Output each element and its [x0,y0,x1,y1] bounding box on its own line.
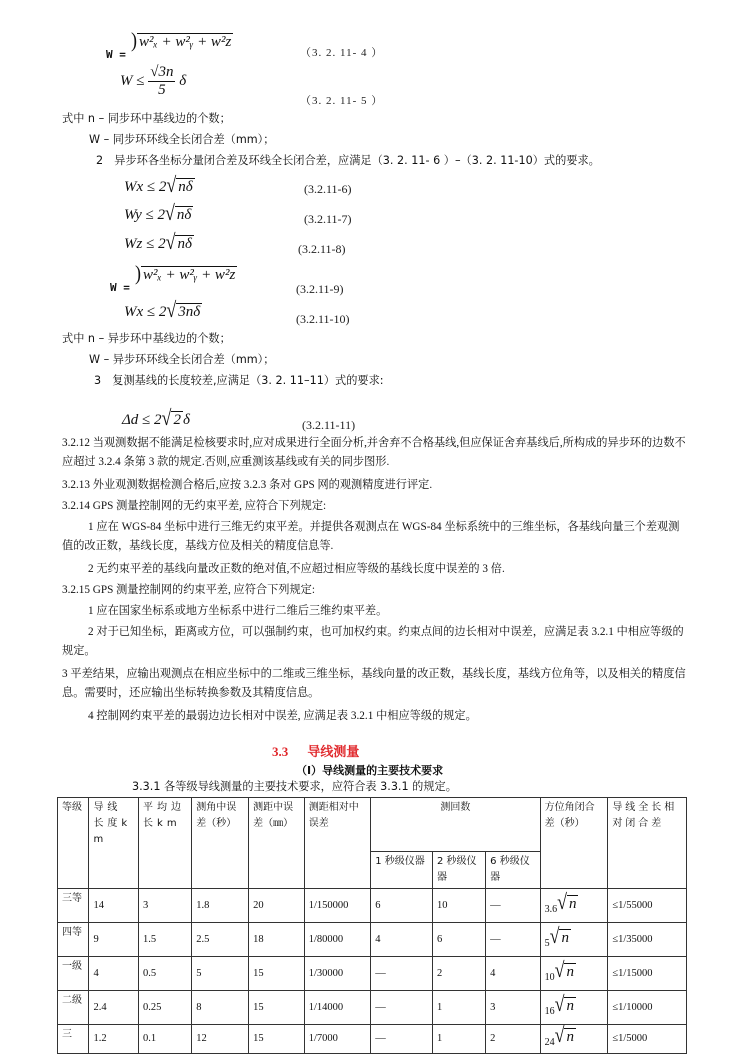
section-heading [272,741,359,760]
clause-3-2-15-item-2: 2 对于已知坐标，距离或方位，可以强制约束，也可加权约束。约束点间的边长相对中误差，应满足表 3.2.1 中相应等级的规定。 [62,626,684,657]
table-row [58,991,687,1025]
sqrt-symbol: √ [161,405,172,430]
clause-3-2-12: 3.2.12 当观测数据不能满足检核要求时,应对成果进行全面分析,并舍弃不合格基线,但应保证舍弃基线后,所构成的异步环的边数不应超过 3.2.4 条第 3 款的规定.否则,应重测该基线或有关的同步图形. [62,437,686,468]
cell-angle-err: 1.8 [192,889,249,923]
cell-total-relative-closure: ≤1/35000 [608,923,687,957]
cell-avg-side: 0.25 [139,991,192,1025]
fraction-denominator: 5 [158,82,166,98]
equation-fraction [148,64,175,99]
equation-lhs: Δd ≤ 2 [122,412,162,428]
sqrt-symbol: √ [166,297,177,322]
legend-sync-n: 式中 n – 同步环中基线边的个数； [62,112,231,125]
sqrt-symbol: ) [134,260,141,285]
table-row [58,923,687,957]
section-number: 3.3 [272,744,289,759]
header-avg-side: 平均边长km [139,798,192,889]
azimuth-radicand: n [561,929,569,946]
cell-r2: 6 [432,923,485,957]
cell-azimuth-closure [540,991,608,1025]
clause-3-2-15-item-4: 4 控制网约束平差的最弱边边长相对中误差, 应满足表 3.2.1 中相应等级的规定。 [88,710,477,722]
azimuth-coefficient: 24 [544,1037,555,1048]
equation-lhs: Wx ≤ 2 [124,179,167,195]
clause-3-2-14-item-1: 1 应在 WGS-84 坐标中进行三维无约束平差。并提供各观测点在 WGS-84 坐标系统中的三维坐标，各基线向量三个差观测值的改正数，基线长度，基线方位及相关的精度信息等. [62,521,680,552]
header-6-second-instrument: 6 秒级仪器 [486,852,540,889]
cell-dist-err: 20 [249,889,305,923]
header-1-second-instrument: 1 秒级仪器 [371,852,433,889]
cell-dist-err: 18 [249,923,305,957]
equation-number-11: (3.2.11-11) [302,418,356,432]
header-angle-error: 测角中误差（秒） [192,798,249,889]
cell-dist-rel-err: 1/14000 [304,991,371,1025]
cell-angle-err: 2.5 [192,923,249,957]
section-subtitle: （Ⅰ）导线测量的主要技术要求 [296,764,444,777]
header-grade: 等级 [58,798,89,889]
cell-azimuth-closure [540,957,608,991]
cell-dist-err: 15 [249,991,305,1025]
cell-angle-err: 12 [192,1025,249,1054]
equation-3-2-11-9 [110,260,237,294]
cell-total-relative-closure: ≤1/55000 [608,889,687,923]
cell-grade: 三 [58,1025,89,1054]
cell-r1: — [371,1025,433,1054]
legend-async-n: 式中 n – 异步环中基线边的个数； [62,332,231,345]
equation-3-2-11-11 [122,405,190,430]
cell-grade: 一级 [58,957,89,991]
cell-dist-err: 15 [249,1025,305,1054]
item-2-text: 2 异步环各坐标分量闭合差及环线全长闭合差，应满足（3. 2. 11- 6 ）–（3. 2. 11-10）式的要求。 [96,154,600,167]
equation-radicand: nδ [178,179,193,195]
sqrt-symbol: √ [165,229,176,254]
cell-length: 4 [89,957,139,991]
equation-number-7: (3.2.11-7) [304,212,352,226]
cell-r1: 6 [371,889,433,923]
equation-lhs: Wy ≤ 2 [124,207,166,223]
cell-length: 2.4 [89,991,139,1025]
equation-3-2-11-10 [124,297,202,322]
cell-azimuth-closure [540,923,608,957]
cell-dist-rel-err: 1/30000 [304,957,371,991]
traverse-spec-table [57,797,687,1054]
cell-angle-err: 8 [192,991,249,1025]
sqrt-symbol: √ [549,923,560,948]
table-row [58,889,687,923]
cell-length: 1.2 [89,1025,139,1054]
cell-total-relative-closure: ≤1/15000 [608,957,687,991]
cell-r6: — [486,889,540,923]
header-rounds: 测回数 [371,798,540,852]
cell-dist-rel-err: 1/7000 [304,1025,371,1054]
cell-angle-err: 5 [192,957,249,991]
equation-number-6: (3.2.11-6) [304,182,352,196]
cell-avg-side: 3 [139,889,192,923]
cell-r6: — [486,923,540,957]
table-header-row [58,798,687,852]
legend-async-w: W – 异步环环线全长闭合差（mm）； [89,353,275,366]
clause-3-2-15: 3.2.15 GPS 测量控制网的约束平差, 应符合下列规定: [62,584,315,596]
cell-total-relative-closure: ≤1/10000 [608,991,687,1025]
equation-number-5: （3. 2. 11- 5 ） [300,95,384,107]
azimuth-radicand: n [566,963,574,980]
cell-azimuth-closure [540,889,608,923]
sqrt-symbol: √ [554,1023,565,1047]
header-2-second-instrument: 2 秒级仪器 [432,852,485,889]
equation-number-9: (3.2.11-9) [296,282,344,296]
equation-3-2-11-6 [124,172,195,197]
equation-lhs: W = [110,281,130,294]
cell-azimuth-closure [540,1025,608,1054]
cell-r2: 1 [432,991,485,1025]
equation-tail: δ [179,72,187,89]
equation-radicand: w²ₓ + w²ᵧ + w²z [138,34,232,50]
equation-radicand: w²ₓ + w²ᵧ + w²z [142,267,236,283]
clause-3-2-15-item-3: 3 平差结果，应输出观测点在相应坐标中的二维或三维坐标，基线向量的改正数，基线长度，基线方位角等，以及相关的精度信息。需要时，还应输出坐标转换参数及其精度信息。 [62,668,686,699]
table-body [58,889,687,1054]
cell-avg-side: 0.5 [139,957,192,991]
table-row [58,1025,687,1054]
cell-total-relative-closure: ≤1/5000 [608,1025,687,1054]
equation-radicand: nδ [177,236,192,252]
equation-number-4: （3. 2. 11- 4 ） [300,47,384,59]
table-row [58,957,687,991]
equation-3-2-11-7 [124,200,193,225]
header-distance-error: 测距中误差（㎜） [249,798,305,889]
azimuth-coefficient: 5 [544,937,550,949]
cell-avg-side: 1.5 [139,923,192,957]
sqrt-symbol: √ [554,957,565,982]
cell-r1: — [371,991,433,1025]
cell-grade: 三等 [58,889,89,923]
sqrt-symbol: √ [554,991,565,1016]
cell-grade: 四等 [58,923,89,957]
azimuth-radicand: n [568,895,577,912]
legend-sync-w: W – 同步环环线全长闭合差（mm）； [89,133,275,146]
section-title: 导线测量 [307,745,360,760]
equation-lhs: Wz ≤ 2 [124,236,166,252]
cell-length: 14 [89,889,139,923]
sqrt-symbol: ) [130,27,137,52]
cell-dist-rel-err: 1/80000 [304,923,371,957]
equation-number-10: (3.2.11-10) [296,312,350,326]
header-length: 导线长度km [89,798,139,889]
clause-3-2-14: 3.2.14 GPS 测量控制网的无约束平差, 应符合下列规定: [62,500,327,512]
cell-r2: 2 [432,957,485,991]
azimuth-radicand: n [566,1029,574,1045]
cell-dist-rel-err: 1/150000 [304,889,371,923]
cell-r2: 1 [432,1025,485,1054]
azimuth-radicand: n [566,997,574,1014]
equation-3-2-11-5 [120,64,186,99]
equation-3-2-11-4 [106,27,233,61]
equation-lhs: W ≤ [120,72,145,89]
cell-grade: 二级 [58,991,89,1025]
cell-r2: 10 [432,889,485,923]
cell-r6: 4 [486,957,540,991]
sqrt-symbol: √ [557,889,567,914]
clause-3-2-13: 3.2.13 外业观测数据检测合格后,应按 3.2.3 条对 GPS 网的观测精度进行评定. [62,479,433,491]
header-total-relative-closure: 导线全长相对闭合差 [608,798,687,889]
equation-lhs: W = [106,48,126,61]
azimuth-coefficient: 16 [544,1005,555,1017]
equation-lhs: Wx ≤ 2 [124,304,167,320]
azimuth-coefficient: 10 [544,971,555,983]
sqrt-symbol: √ [166,172,177,197]
equation-tail: δ [182,412,190,428]
cell-r1: — [371,957,433,991]
item-3-text: 3 复测基线的长度较差,应满足（3. 2. 11–11）式的要求: [94,374,384,387]
cell-r6: 3 [486,991,540,1025]
equation-number-8: (3.2.11-8) [298,242,346,256]
cell-dist-err: 15 [249,957,305,991]
cell-length: 9 [89,923,139,957]
section-intro: 3.3.1 各等级导线测量的主要技术要求，应符合表 3.3.1 的规定。 [132,780,457,793]
sqrt-symbol: √ [165,200,175,225]
cell-r1: 4 [371,923,433,957]
clause-3-2-14-item-2: 2 无约束平差的基线向量改正数的绝对值,不应超过相应等级的基线长度中误差的 3 倍. [88,563,505,575]
equation-radicand: 2 [173,412,181,428]
azimuth-coefficient: 3.6 [544,903,558,915]
header-azimuth-closure: 方位角闭合差（秒） [540,798,608,889]
equation-3-2-11-8 [124,229,194,254]
header-distance-relative-error: 测距相对中误差 [304,798,371,889]
equation-radicand: 3nδ [178,304,201,320]
fraction-numerator: √3n [150,64,174,80]
cell-r6: 2 [486,1025,540,1054]
clause-3-2-15-item-1: 1 应在国家坐标系或地方坐标系中进行二维后三维约束平差。 [88,605,388,617]
cell-avg-side: 0.1 [139,1025,192,1054]
equation-radicand: nδ [176,207,192,223]
